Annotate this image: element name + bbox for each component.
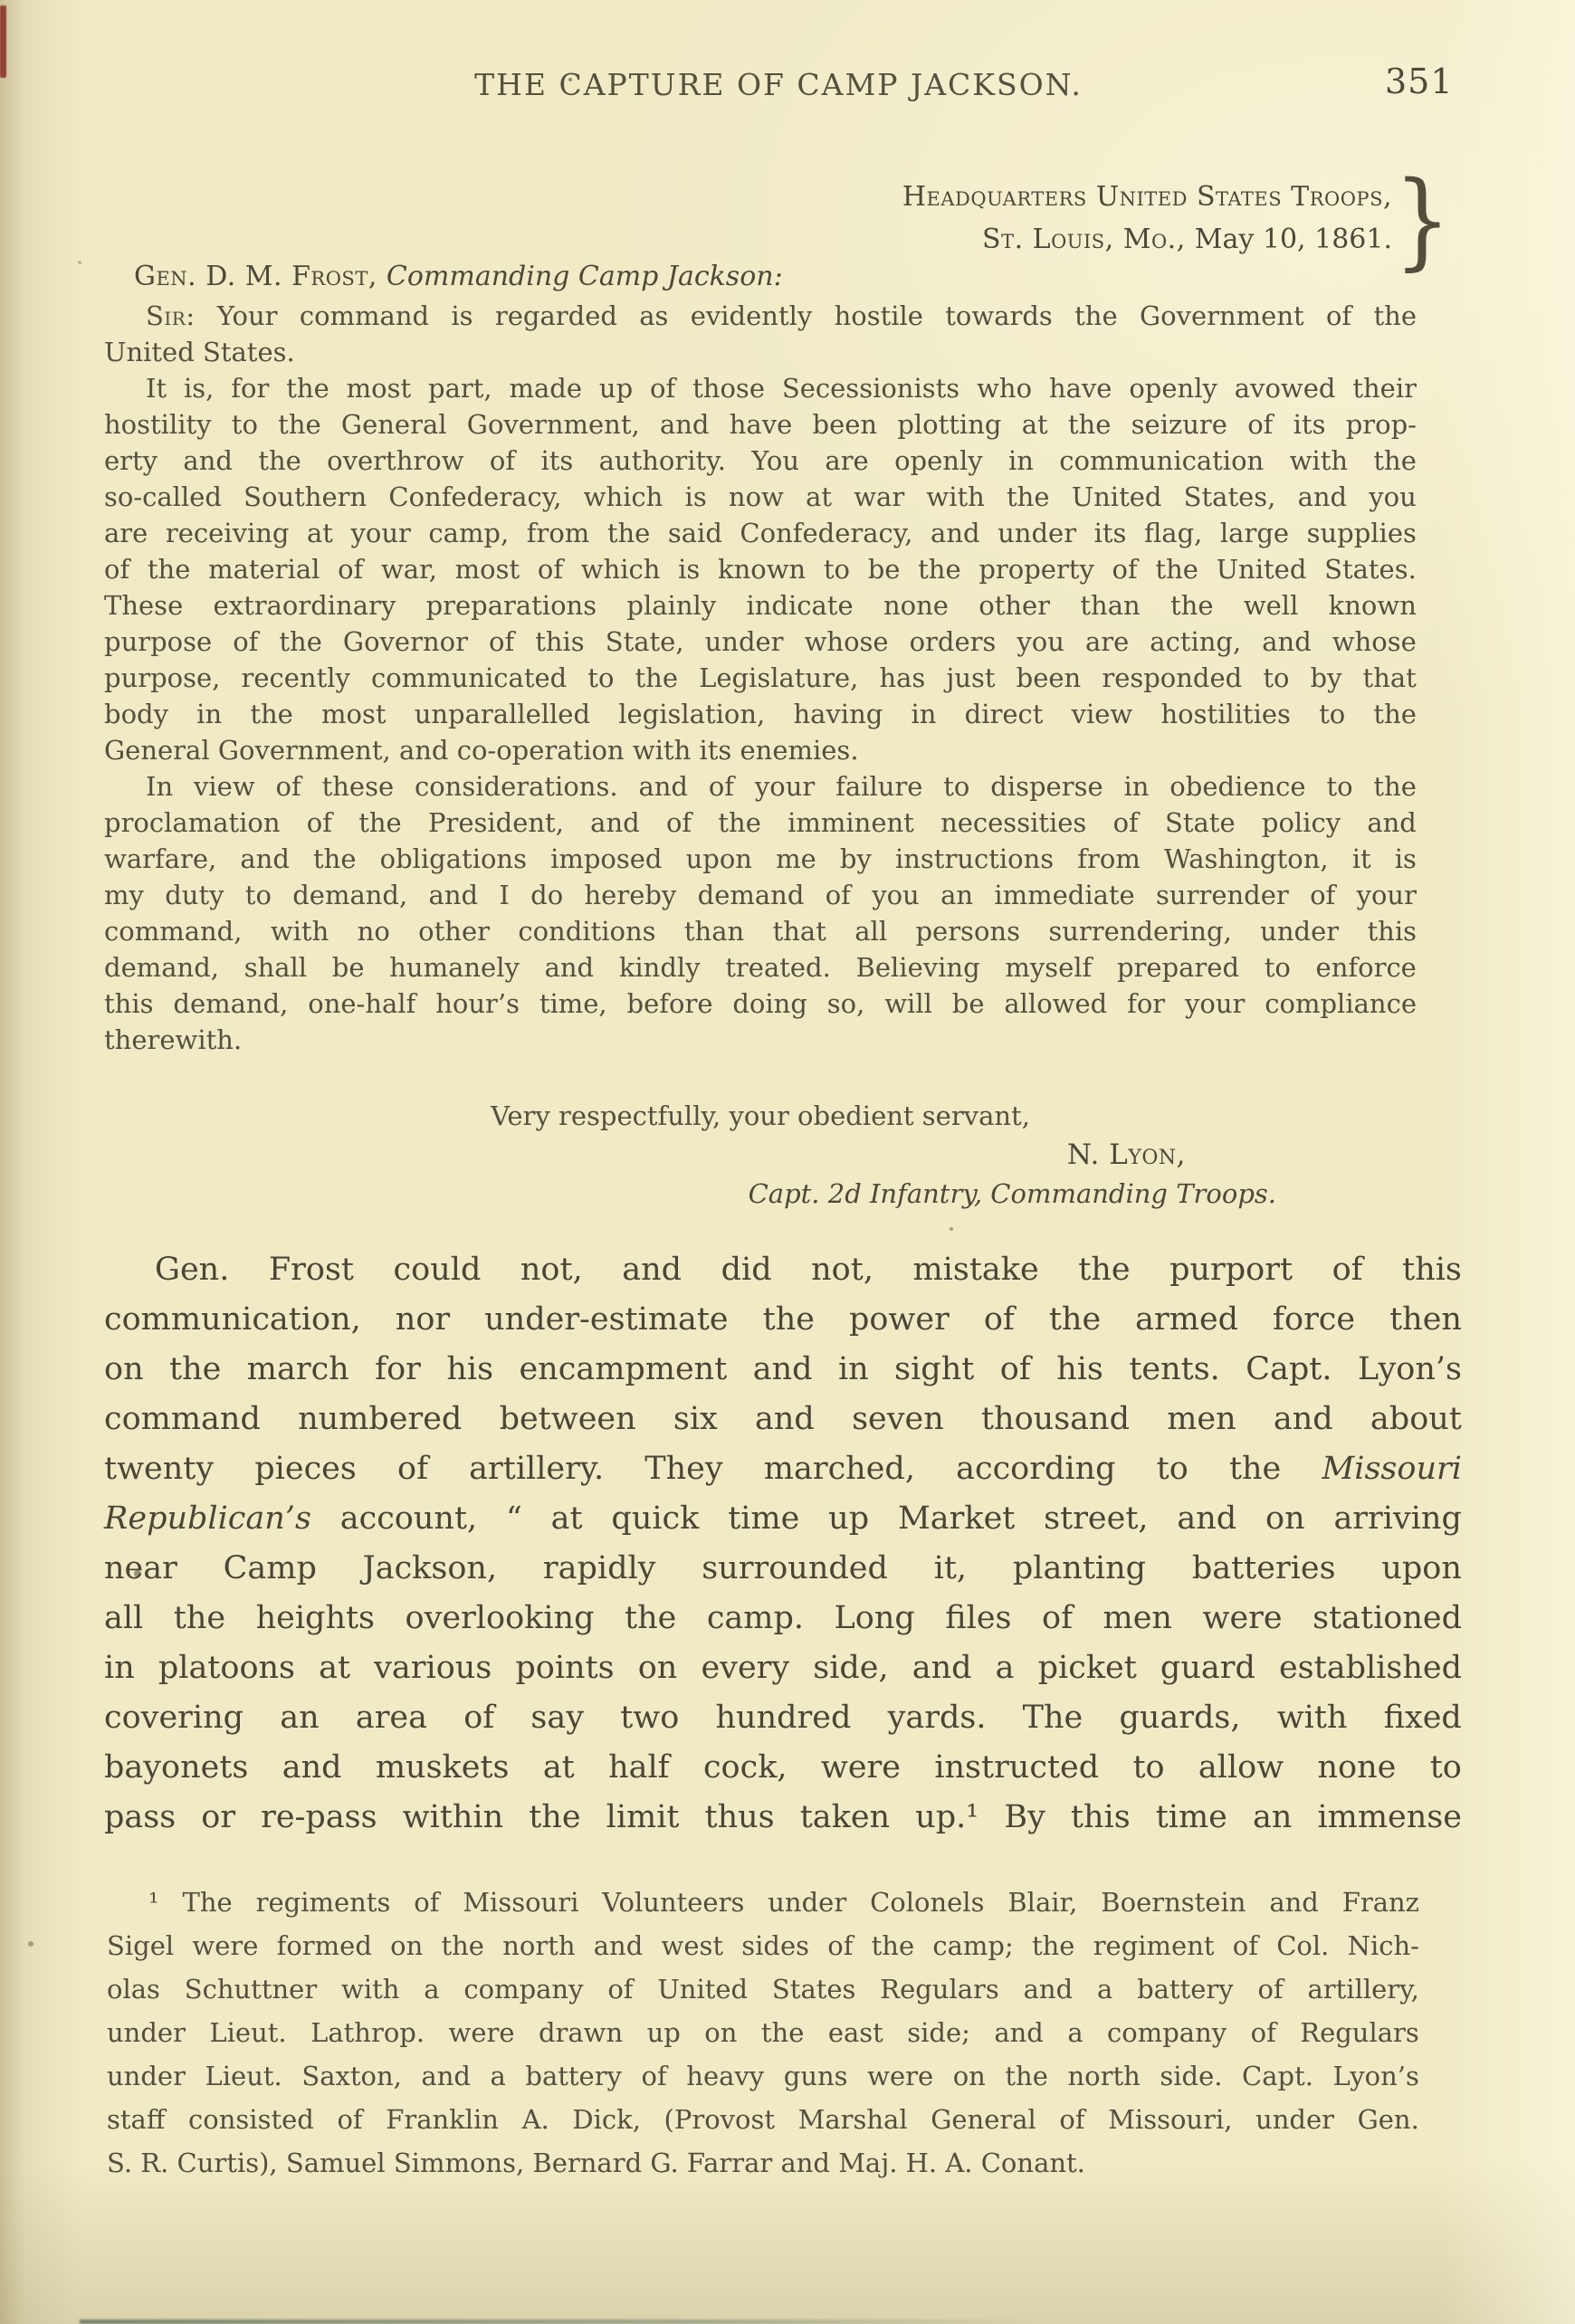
text-line: S. R. Curtis), Samuel Simmons, Bernard G. Farrar and Maj. H. A. Conant. <box>107 2148 1085 2178</box>
text-line: These extraordinary preparations plainly indicate none other than the well known <box>104 590 1417 621</box>
text-line: In view of these considerations. and of your failure to disperse in obedience to the <box>146 771 1417 802</box>
page-number: 351 <box>1385 62 1454 101</box>
letter-addressee <box>134 261 1401 292</box>
letter-body <box>104 300 1417 1061</box>
text-line: my duty to demand, and I do hereby demand of you an immediate surrender of your <box>104 880 1417 910</box>
text-line: It is, for the most part, made up of those Secessionists who have openly avowed their <box>146 373 1417 404</box>
text-line: warfare, and the obligations imposed upon me by instructions from Washington, it is <box>104 843 1417 874</box>
text-line: under Lieut. Saxton, and a battery of heavy guns were on the north side. Capt. Lyon’s <box>107 2061 1419 2091</box>
text-line: command, with no other conditions than that all persons surrendering, under this <box>104 916 1417 947</box>
text-line: erty and the overthrow of its authority. You are openly in communication with the <box>104 445 1417 476</box>
narrative-paragraph <box>104 1252 1462 1849</box>
text-line: bayonets and muskets at half cock, were instructed to allow none to <box>104 1749 1462 1786</box>
letter-closing: Very respectfully, your obedient servant, <box>491 1100 1030 1131</box>
running-head-title: THE CAPTURE OF CAMP JACKSON. <box>474 67 1083 102</box>
text-line: purpose of the Governor of this State, under whose orders you are acting, and whose <box>104 626 1417 657</box>
text-line: Headquarters United States Troops, <box>902 181 1392 213</box>
text-line: demand, shall be humanely and kindly treated. Believing myself prepared to enforce <box>104 952 1417 983</box>
text-line: proclamation of the President, and of the imminent necessities of State policy and <box>104 807 1417 838</box>
text-line: Sigel were formed on the north and west sides of the camp; the regiment of Col. Nich- <box>107 1930 1419 1961</box>
text-line: ¹ The regiments of Missouri Volunteers under Colonels Blair, Boernstein and Franz <box>148 1887 1419 1918</box>
text-line: of the material of war, most of which is known to be the property of the United States. <box>104 554 1417 585</box>
letter-signature: N. Lyon, <box>1066 1138 1186 1171</box>
scan-artifact-red-mark <box>0 5 6 78</box>
text-line: so-called Southern Confederacy, which is now at war with the United States, and you <box>104 481 1417 512</box>
text-line: St. Louis, Mo., May 10, 1861. <box>982 224 1392 255</box>
text-line: Republican’s account, “ at quick time up Market street, and on arriving <box>104 1500 1462 1537</box>
text-line: under Lieut. Lathrop. were drawn up on the east side; and a company of Regulars <box>107 2017 1419 2048</box>
footnote <box>107 1887 1419 2191</box>
text-line: therewith. <box>104 1024 243 1055</box>
text-line: command numbered between six and seven thousand men and about <box>104 1401 1462 1437</box>
text-line: General Government, and co-operation with its enemies. <box>104 735 859 766</box>
text-line: body in the most unparallelled legislation, having in direct view hostilities to the <box>104 699 1417 729</box>
text-line: United States. <box>104 337 295 367</box>
text-line: twenty pieces of artillery. They marched, according to the Missouri <box>104 1451 1462 1487</box>
letter-signature-title: Capt. 2d Infantry, Commanding Troops. <box>748 1178 1276 1209</box>
text-line: covering an area of say two hundred yards. The guards, with fixed <box>104 1700 1462 1736</box>
text-line: near Camp Jackson, rapidly surrounded it, planting batteries upon <box>104 1550 1462 1586</box>
text-line: all the heights overlooking the camp. Long files of men were stationed <box>104 1600 1462 1636</box>
text-line: on the march for his encampment and in sight of his tents. Capt. Lyon’s <box>104 1351 1462 1387</box>
paper-specks <box>0 0 4 4</box>
text-line: hostility to the General Government, and have been plotting at the seizure of its prop- <box>104 409 1417 440</box>
text-line: Gen. Frost could not, and did not, mistake the purport of this <box>155 1252 1462 1288</box>
text-line: communication, nor under-estimate the power of the armed force then <box>104 1301 1462 1338</box>
text-line: pass or re-pass within the limit thus taken up.¹ By this time an immense <box>104 1799 1462 1835</box>
text-line: Gen. D. M. Frost, Commanding Camp Jackson: <box>134 261 783 292</box>
text-line: Sir: Your command is regarded as evidently hostile towards the Government of the <box>146 300 1417 331</box>
text-line: staff consisted of Franklin A. Dick, (Provost Marshal General of Missouri, under Gen. <box>107 2104 1419 2135</box>
text-line: are receiving at your camp, from the said Confederacy, and under its flag, large supplies <box>104 518 1417 548</box>
text-line: in platoons at various points on every side, and a picket guard established <box>104 1650 1462 1686</box>
text-line: olas Schuttner with a company of United States Regulars and a battery of artillery, <box>107 1974 1419 2005</box>
letter-dateline <box>104 181 1392 266</box>
text-line: purpose, recently communicated to the Legislature, has just been responded to by that <box>104 662 1417 693</box>
text-line: this demand, one-half hour’s time, before doing so, will be allowed for your compliance <box>104 988 1417 1019</box>
scan-artifact-bottom-edge <box>80 2319 1039 2324</box>
dateline-brace: } <box>1394 159 1451 281</box>
